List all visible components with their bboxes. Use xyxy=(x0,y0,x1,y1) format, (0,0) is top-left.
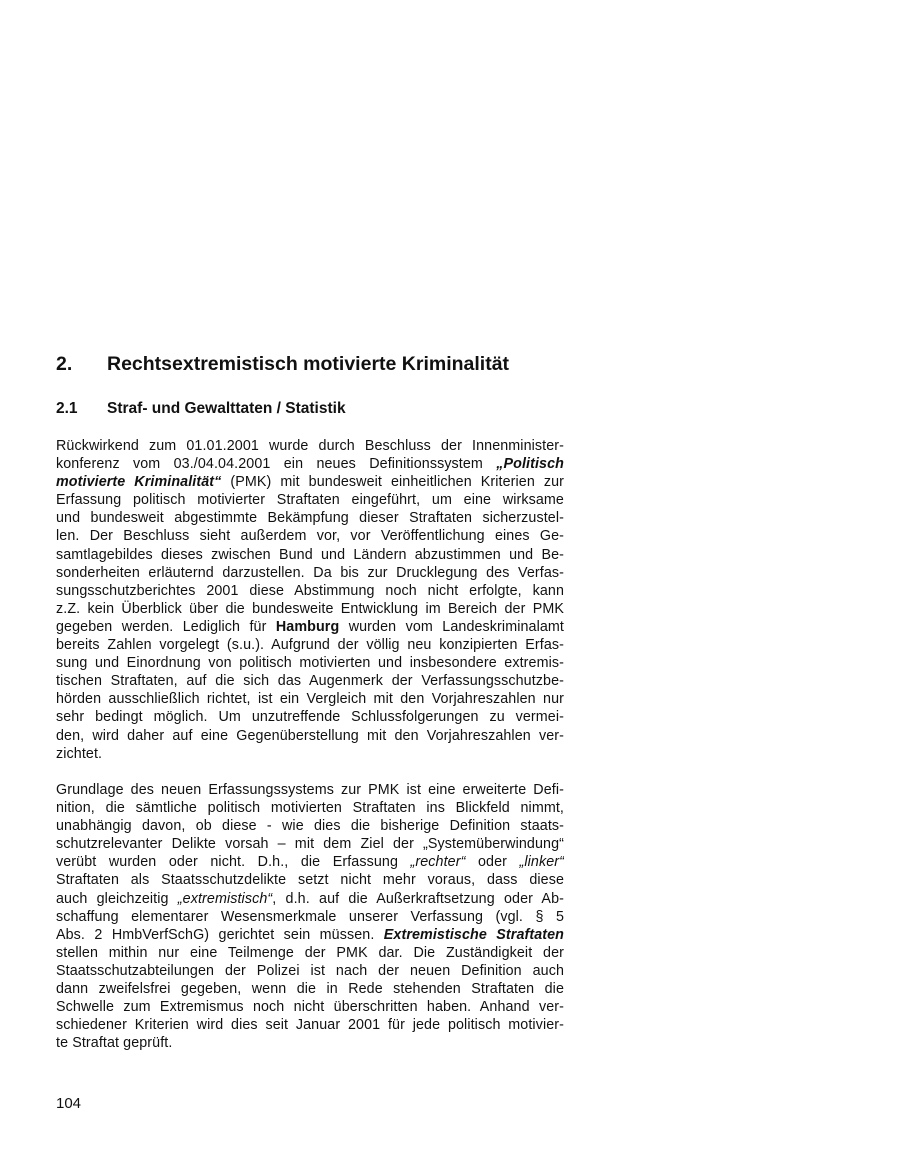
text-run: sonderheiten erläuternd darzustellen. Da bis zur Drucklegung des Verfas- xyxy=(56,564,564,581)
text-run: wurden vom Landeskriminalamt xyxy=(339,618,564,635)
text-run: nition, die sämtliche politisch motivierten Straftaten ins Blickfeld nimmt, xyxy=(56,800,564,817)
text-run: unabhängig davon, ob diese - wie dies die bisherige Definition staats- xyxy=(56,818,564,835)
section-title: Rechtsextremistisch motivierte Kriminalität xyxy=(107,353,510,375)
text-line xyxy=(56,473,564,491)
paragraph-gap xyxy=(56,763,564,781)
text-line xyxy=(56,980,564,998)
text-run: oder xyxy=(465,854,520,871)
paragraph-1 xyxy=(56,437,564,763)
text-line xyxy=(56,564,564,582)
text-line xyxy=(56,455,564,473)
text-run: dann zweifelsfrei gegeben, wenn die in Rede stehenden Straftaten die xyxy=(56,981,564,998)
text-run: bereits Zahlen vorgelegt (s.u.). Aufgrund der völlig neu konzipierten Erfas- xyxy=(56,637,564,654)
text-line xyxy=(56,853,564,871)
text-line xyxy=(56,871,564,889)
text-run: Rückwirkend zum 01.01.2001 wurde durch Beschluss der Innenminister- xyxy=(56,438,564,454)
text-run: gegeben werden. Lediglich für xyxy=(56,618,276,635)
text-run: z.Z. kein Überblick über die bundesweite Entwicklung im Bereich der PMK xyxy=(56,600,564,617)
text-line xyxy=(56,908,564,926)
text-run: Extremistische Straftaten xyxy=(383,926,564,943)
text-line xyxy=(56,527,564,545)
text-run: „extremistisch“ xyxy=(177,890,273,907)
text-line xyxy=(56,708,564,726)
text-run: samtlagebildes dieses zwischen Bund und Ländern abzustimmen und Be- xyxy=(56,546,564,563)
body-text xyxy=(56,437,564,1052)
text-run: tischen Straftaten, auf die sich das Augenmerk der Verfassungsschutzbe- xyxy=(56,673,564,690)
text-line xyxy=(56,781,564,799)
text-run: hörden ausschließlich richtet, ist ein Vergleich mit den Vorjahreszahlen nur xyxy=(56,691,564,708)
text-run: sehr bedingt möglich. Um unzutreffende Schlussfolgerungen zu vermei- xyxy=(56,709,564,726)
text-run: konferenz vom 03./04.04.2001 ein neues Definitionssystem xyxy=(56,456,497,473)
text-line xyxy=(56,890,564,908)
text-line xyxy=(56,926,564,944)
text-line xyxy=(56,817,564,835)
text-line xyxy=(56,998,564,1016)
text-run: sung und Einordnung von politisch motivierten und insbesondere extremis- xyxy=(56,655,564,672)
text-run: Schwelle zum Extremismus noch nicht überschritten haben. Anhand ver- xyxy=(56,999,564,1016)
text-run: len. Der Beschluss sieht außerdem vor, vor Veröffentlichung eines Ge- xyxy=(56,528,564,545)
text-line xyxy=(56,491,564,509)
text-line xyxy=(56,727,564,745)
text-line xyxy=(56,437,564,455)
text-run: schaffung elementarer Wesensmerkmale unserer Verfassung (vgl. § 5 xyxy=(56,908,564,925)
text-run: Straftaten als Staatsschutzdelikte setzt nicht mehr voraus, dass diese xyxy=(56,872,564,889)
text-run: verübt wurden oder nicht. D.h., die Erfassung xyxy=(56,854,411,871)
text-run: Hamburg xyxy=(275,618,340,635)
text-line xyxy=(56,509,564,527)
text-run: stellen mithin nur eine Teilmenge der PMK dar. Die Zuständigkeit der xyxy=(56,944,564,961)
text-run: „rechter“ xyxy=(410,854,466,871)
text-run: Staatsschutzabteilungen der Polizei ist nach der neuen Definition auch xyxy=(56,962,564,979)
text-run: zichtet. xyxy=(56,745,103,762)
text-run: und bundesweit abgestimmte Bekämpfung dieser Straftaten sicherzustel- xyxy=(56,510,564,527)
text-line xyxy=(56,835,564,853)
text-line xyxy=(56,799,564,817)
text-run: schutzrelevanter Delikte vorsah – mit dem Ziel der „Systemüberwindung“ xyxy=(56,836,564,853)
text-run: Abs. 2 HmbVerfSchG) gerichtet sein müssen. xyxy=(56,926,384,943)
paragraph-2 xyxy=(56,781,564,1052)
text-line xyxy=(56,1034,564,1052)
subsection-title: Straf- und Gewalttaten / Statistik xyxy=(107,400,346,417)
text-line xyxy=(56,962,564,980)
text-run: Grundlage des neuen Erfassungssystems zur PMK ist eine erweiterte Defi- xyxy=(56,781,564,798)
text-line xyxy=(56,672,564,690)
text-line xyxy=(56,745,564,763)
text-line xyxy=(56,654,564,672)
section-heading xyxy=(56,353,564,376)
text-run: (PMK) mit bundesweit einheitlichen Kriterien zur xyxy=(221,474,564,491)
text-run: „linker“ xyxy=(519,854,564,871)
page-number: 104 xyxy=(56,1095,82,1112)
text-line xyxy=(56,618,564,636)
text-line xyxy=(56,944,564,962)
text-run: motivierte Kriminalität“ xyxy=(56,474,222,491)
text-line xyxy=(56,582,564,600)
text-line xyxy=(56,690,564,708)
text-line xyxy=(56,600,564,618)
text-run: te Straftat geprüft. xyxy=(56,1035,173,1052)
text-run: Erfassung politisch motivierter Straftaten eingeführt, um eine wirksame xyxy=(56,492,564,509)
text-line xyxy=(56,1016,564,1034)
text-line xyxy=(56,636,564,654)
text-line xyxy=(56,546,564,564)
subsection-heading xyxy=(56,400,564,418)
section-number: 2. xyxy=(56,353,73,375)
text-run: „Politisch xyxy=(496,456,564,473)
text-run: den, wird daher auf eine Gegenüberstellung mit den Vorjahreszahlen ver- xyxy=(56,727,564,744)
subsection-number: 2.1 xyxy=(56,400,78,417)
text-run: sungsschutzberichtes 2001 diese Abstimmung noch nicht erfolgte, kann xyxy=(56,582,564,599)
text-run: schiedener Kriterien wird dies seit Januar 2001 für jede politisch motivier- xyxy=(56,1017,564,1034)
text-run: , d.h. auf die Außerkraftsetzung oder Ab- xyxy=(272,890,564,907)
text-run: auch gleichzeitig xyxy=(56,890,178,907)
